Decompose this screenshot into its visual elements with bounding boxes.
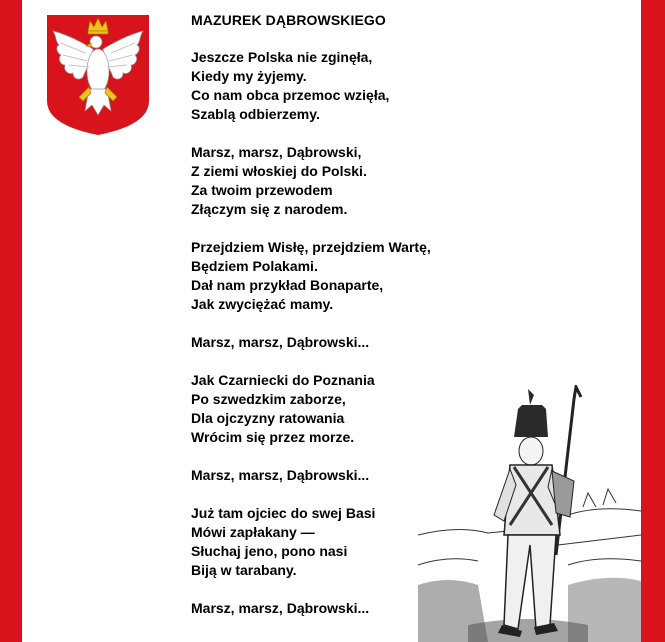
verse-line: Co nam obca przemoc wzięła, (191, 87, 390, 103)
stanza (191, 238, 431, 314)
poem-title: MAZUREK DĄBROWSKIEGO (191, 12, 386, 28)
poem-text (191, 48, 431, 637)
verse-line: Wrócim się przez morze. (191, 429, 355, 445)
coat-of-arms-emblem (45, 13, 151, 137)
stanza (191, 143, 431, 219)
page (22, 0, 641, 642)
verse-line: Będziem Polakami. (191, 258, 318, 274)
soldier-illustration (418, 385, 641, 642)
verse-line: Marsz, marsz, Dąbrowski... (191, 467, 370, 483)
verse-line: Złączym się z narodem. (191, 201, 348, 217)
verse-line: Szablą odbierzemy. (191, 106, 320, 122)
verse-line: Dla ojczyzny ratowania (191, 410, 345, 426)
stanza (191, 599, 431, 618)
verse-line: Jeszcze Polska nie zginęła, (191, 49, 373, 65)
stanza (191, 466, 431, 485)
verse-line: Z ziemi włoskiej do Polski. (191, 163, 367, 179)
verse-line: Przejdziem Wisłę, przejdziem Wartę, (191, 239, 431, 255)
verse-line: Jak Czarniecki do Poznania (191, 372, 375, 388)
stanza (191, 333, 431, 352)
verse-line: Marsz, marsz, Dąbrowski, (191, 144, 362, 160)
verse-line: Po szwedzkim zaborze, (191, 391, 346, 407)
verse-line: Już tam ojciec do swej Basi (191, 505, 376, 521)
verse-line: Kiedy my żyjemy. (191, 68, 307, 84)
verse-line: Jak zwyciężać mamy. (191, 296, 334, 312)
stanza (191, 371, 431, 447)
verse-line: Marsz, marsz, Dąbrowski... (191, 600, 370, 616)
stanza (191, 48, 431, 124)
verse-line: Za twoim przewodem (191, 182, 333, 198)
verse-line: Marsz, marsz, Dąbrowski... (191, 334, 370, 350)
verse-line: Słuchaj jeno, pono nasi (191, 543, 348, 559)
verse-line: Dał nam przykład Bonaparte, (191, 277, 384, 293)
verse-line: Biją w tarabany. (191, 562, 297, 578)
stanza (191, 504, 431, 580)
verse-line: Mówi zapłakany — (191, 524, 315, 540)
